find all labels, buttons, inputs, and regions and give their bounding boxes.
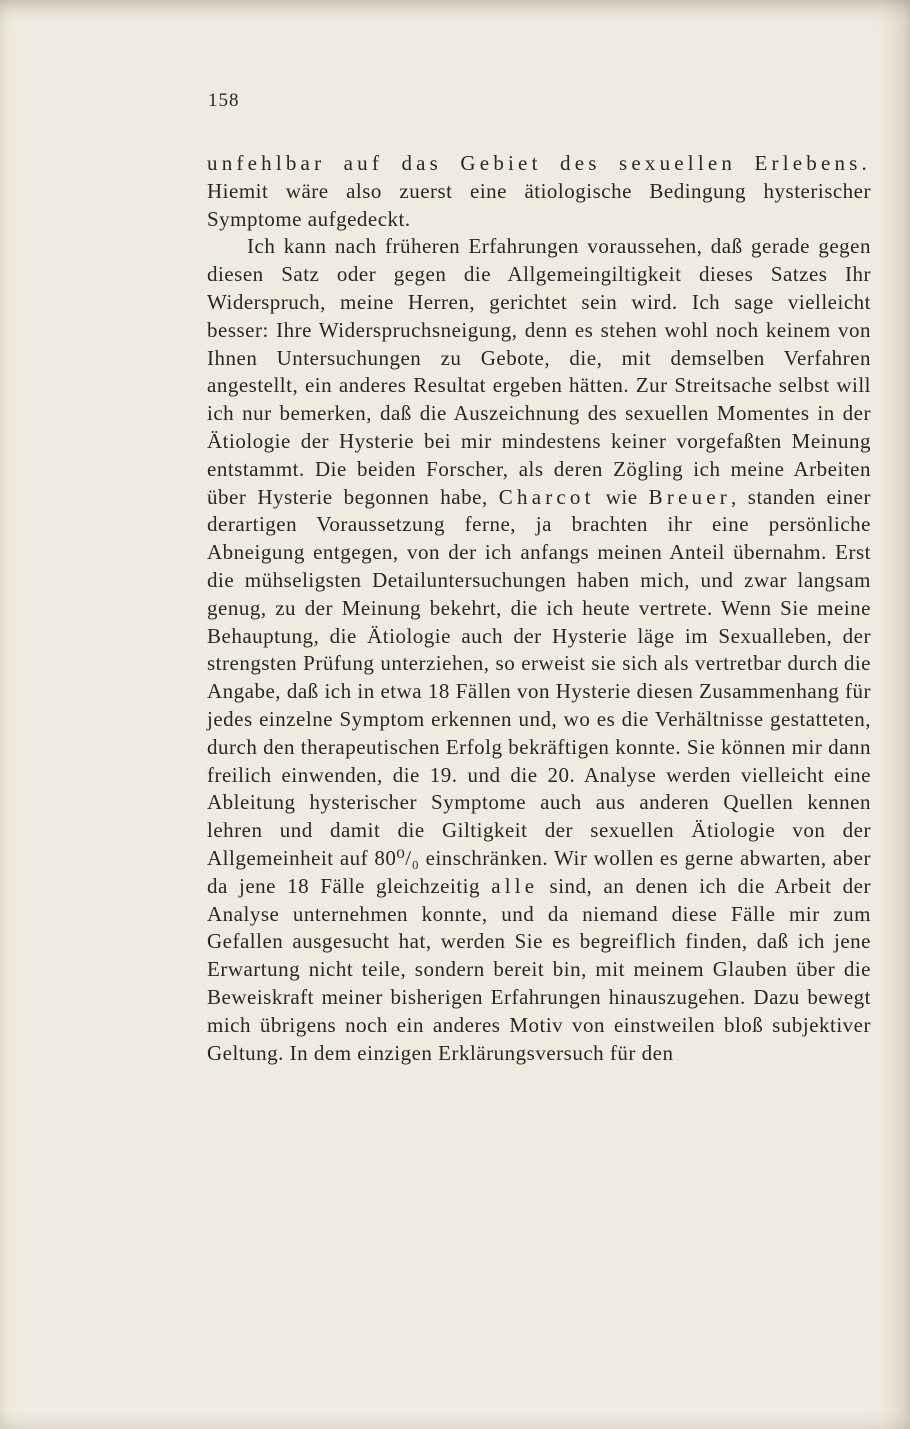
body-text	[207, 150, 871, 1067]
emphasis-spaced-name-breuer: Breuer	[648, 484, 731, 509]
text-segment: Ich kann nach früheren Erfahrungen voraussehen, daß gerade gegen diesen Satz oder gegen die Allgemeingiltigkeit dieses Satzes Ihr Widerspruch, meine Herren, gerichtet sein wird. Ich sage vielleicht besser: Ihre Widerspruchsneigung, denn es stehen wohl noch keinem von Ihnen Untersuchungen zu Gebote, die, mit demselben Verfahren angestellt, ein anderes Resultat ergeben hätten. Zur Streitsache selbst will ich nur bemerken, daß die Auszeichnung des sexuellen Momentes in der Ätiologie der Hysterie bei mir mindestens keiner vorgefaßten Meinung entstammt. Die beiden Forscher, als deren Zögling ich meine Arbeiten über Hysterie begonnen habe,	[207, 234, 871, 509]
page-number: 158	[208, 90, 240, 111]
paragraph-main	[207, 233, 871, 1067]
text-segment: Hiemit wäre also zuerst eine ätiologische Bedingung hysterischer Symptome aufgedeckt.	[207, 178, 871, 231]
emphasis-spaced-name-charcot: Charcot	[498, 484, 595, 509]
text-segment: , standen einer derartigen Voraussetzung ferne, ja brachten ihr eine persönliche Abneigung entgegen, von der ich anfangs meinen Anteil übernahm. Erst die mühseligsten Detailuntersuchungen haben mich, und zwar langsam genug, zu der Meinung bekehrt, die ich heute vertrete. Wenn Sie meine Behauptung, die Ätiologie auch der Hysterie läge im Sexualleben, der strengsten Prüfung unterziehen, so erweist sie sich als vertretbar durch die Angabe, daß ich in etwa 18 Fällen von Hysterie diesen Zusammenhang für jedes einzelne Symptom erkennen und, wo es die Verhältnisse gestatteten, durch den therapeutischen Erfolg bekräftigen konnte. Sie können mir dann freilich einwenden, die 19. und die 20. Analyse werden vielleicht eine Ableitung hysterischer Symptome auch aus anderen Quellen kennen lehren und damit die Giltigkeit der sexuellen Ätiologie von der Allgemeinheit auf 80⁰/₀ einschränken. Wir wollen es gerne abwarten, aber da jene 18 Fälle gleichzeitig	[207, 484, 871, 898]
text-segment: sind, an denen ich die Arbeit der Analyse unternehmen konnte, und da niemand diese Fälle mir zum Gefallen ausgesucht hat, werden Sie es begreiflich finden, daß ich jene Erwartung nicht teile, sondern bereit bin, mit meinem Glauben über die Beweiskraft meiner bisherigen Erfahrungen hinauszugehen. Dazu bewegt mich übrigens noch ein anderes Motiv von einstweilen bloß subjektiver Geltung. In dem einzigen Erklärungsversuch für den	[207, 873, 871, 1065]
text-segment: wie	[594, 484, 649, 509]
emphasis-spaced-text: unfehlbar auf das Gebiet des sexuellen Erlebens.	[207, 151, 871, 175]
emphasis-spaced-word-alle: alle	[491, 873, 539, 898]
paragraph-continuation	[207, 150, 871, 233]
